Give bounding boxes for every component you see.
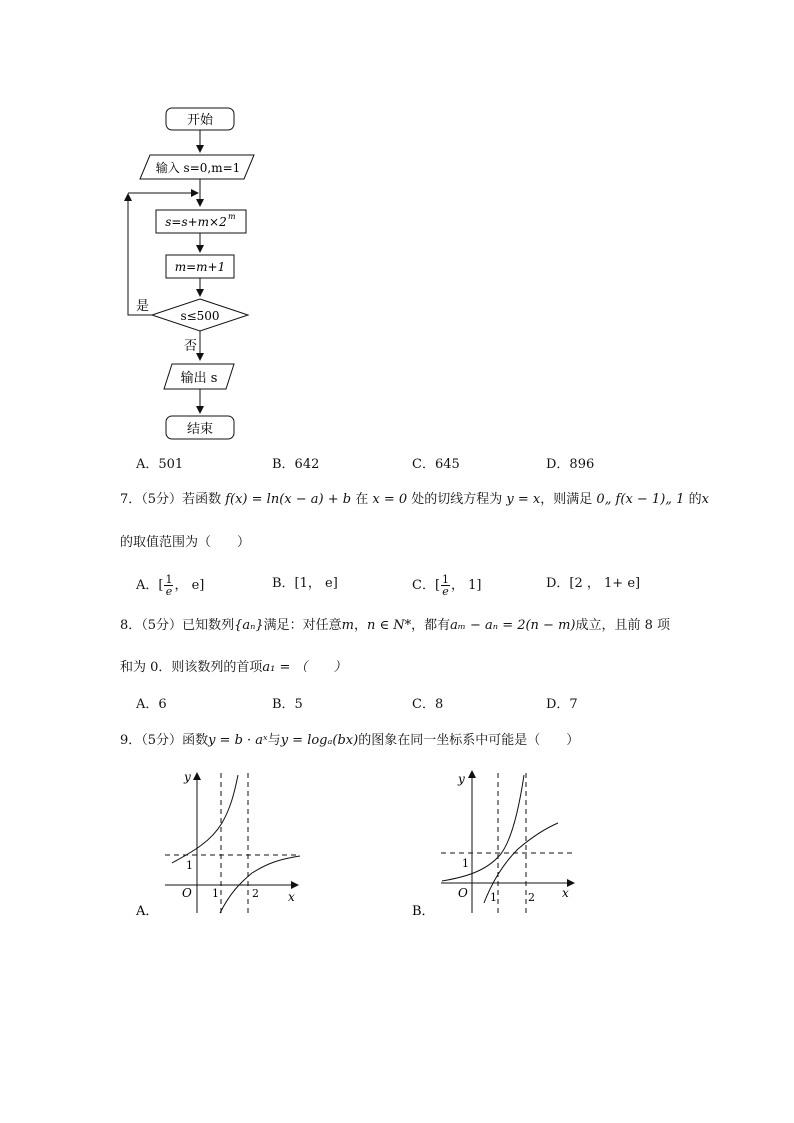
q7-score: （5分）	[141, 492, 183, 507]
q8-score: （5分）	[141, 618, 183, 633]
q9-number: 9．	[120, 733, 142, 748]
q6-option-c: C．645	[412, 457, 460, 472]
flowchart	[120, 100, 260, 445]
q6-option-a: A．501	[136, 457, 184, 472]
svg-text:2: 2	[528, 891, 535, 904]
svg-text:1: 1	[186, 859, 193, 872]
q9-graph-a	[130, 765, 310, 925]
q8-option-d: D．7	[546, 697, 578, 712]
svg-text:1: 1	[490, 891, 497, 904]
q6-option-d: D．896	[546, 457, 595, 472]
svg-text:x: x	[562, 886, 569, 900]
svg-text:y: y	[184, 770, 191, 784]
flow-no-label: 否	[184, 339, 198, 354]
q9-graph-b	[406, 765, 586, 925]
svg-text:O: O	[458, 886, 468, 900]
flow-input-text: 输入 s=0,m=1	[155, 161, 241, 175]
q8-line2: 和为 0．则该数列的首项a₁ = （ ）	[120, 660, 347, 675]
q8-option-a: A．6	[136, 697, 167, 712]
flow-output-text: 输出 s	[180, 371, 218, 386]
q7-option-b: B．[1， e]	[272, 576, 338, 591]
svg-text:2: 2	[252, 887, 259, 900]
q9-line1: 9．（5分）函数y = b · aˣ与y = logₐ(bx)的图象在同一坐标系中可能是（ ）	[120, 733, 580, 748]
q8-option-c: C．8	[412, 697, 444, 712]
q7-function: f(x) = ln(x − a) + b	[225, 492, 352, 507]
q9-score: （5分）	[141, 733, 183, 748]
svg-text:1: 1	[212, 887, 219, 900]
q7-line1: 7．（5分）若函数 f(x) = ln(x − a) + b 在 x = 0 处的切线方程为 y = x，则满足 0„ f(x − 1)„ 1 的x	[120, 492, 709, 507]
q8-option-b: B．5	[272, 697, 303, 712]
flow-process1-text: s=s+m×2	[165, 215, 227, 229]
q7-option-a: A．[ $\frac{1}{e}$ ， e]	[136, 573, 205, 598]
q7-line2: 的取值范围为（ ）	[120, 535, 251, 550]
q8-number: 8．	[120, 618, 142, 633]
q7-option-c: C．[ $\frac{1}{e}$ ， 1]	[412, 573, 482, 598]
svg-text:y: y	[458, 772, 465, 786]
flow-yes-label: 是	[136, 299, 150, 314]
q7-number: 7．	[120, 492, 142, 507]
q9-graph-b-label: B．	[412, 904, 435, 919]
q7-option-d: D．[2 ， 1+ e]	[546, 576, 641, 591]
q7-condition: 0„ f(x − 1)„ 1	[596, 492, 685, 507]
flow-end-text: 结束	[186, 422, 214, 437]
svg-text:1: 1	[462, 857, 469, 870]
flow-process2-text: m=m+1	[174, 260, 226, 274]
q9-graph-a-label: A．	[136, 904, 159, 919]
flow-decision-text: s≤500	[180, 309, 220, 323]
flow-process1-exp: m	[228, 212, 236, 221]
q8-line1: 8．（5分）已知数列{aₙ}满足：对任意m，n ∈ N*，都有aₘ − aₙ = 2(n − m)成立，且前 8 项	[120, 618, 671, 633]
flow-start-text: 开始	[186, 113, 214, 128]
q6-option-b: B．642	[272, 457, 320, 472]
q8-equation: aₘ − aₙ = 2(n − m)	[450, 618, 576, 633]
svg-text:O: O	[182, 886, 192, 900]
svg-text:x: x	[288, 890, 295, 904]
